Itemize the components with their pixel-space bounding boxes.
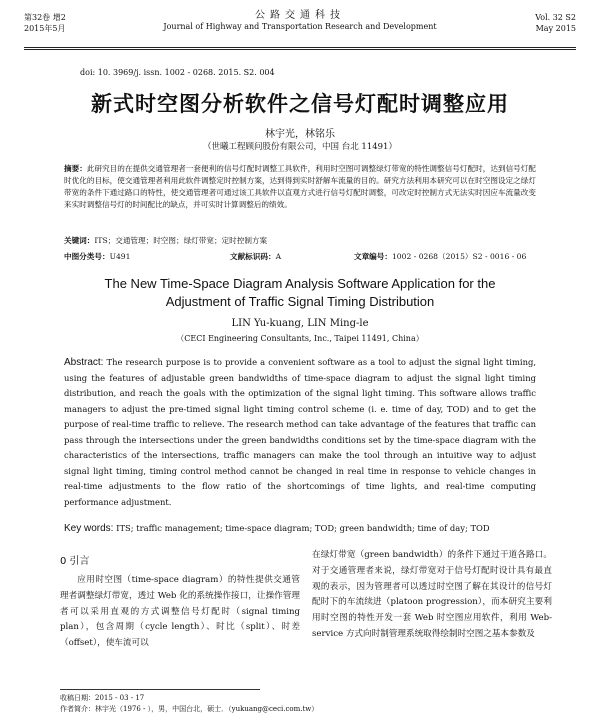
affiliation-english: （CECI Engineering Consultants, Inc., Taipei 11491, China） xyxy=(176,334,424,343)
header-issue: Vol. 32 S2 May 2015 xyxy=(535,13,576,33)
header-journal-name: 公路交通科技 Journal of Highway and Transportation Research and Development xyxy=(163,10,437,31)
header-rule xyxy=(24,47,576,48)
footnote-rule xyxy=(60,689,260,690)
footnote xyxy=(60,693,318,715)
document-code: 文献标识码：A xyxy=(230,252,282,261)
affiliation-chinese: （世曦工程顾问股份有限公司，中国 台北 11491） xyxy=(203,142,397,152)
section-heading-introduction: 0 引言 xyxy=(60,556,90,567)
classification-row xyxy=(64,251,536,263)
keywords-chinese-label: 关键词： xyxy=(64,236,95,245)
abstract-english xyxy=(64,355,536,510)
class-number: 中图分类号：U491 xyxy=(64,252,131,261)
title-chinese: 新式时空图分析软件之信号灯配时调整应用 xyxy=(91,92,509,116)
authors-english: LIN Yu-kuang, LIN Ming-le xyxy=(231,318,369,329)
title-english: The New Time-Space Diagram Analysis Software Application for the Adjustment of Traffic Signal Timing Distribution xyxy=(104,276,496,309)
keywords-english: Key words: ITS; traffic management; time-space diagram; TOD; green bandwidth; time of day; TOD xyxy=(64,523,490,534)
keywords-chinese: 关键词：ITS；交通管理；时空图；绿灯带宽；定时控制方案 xyxy=(64,236,268,245)
body-column-left: 应用时空图（time-space diagram）的特性提供交通管理者调整绿灯带宽，透过 Web 化的系统操作接口，让操作管理者可以采用直观的方式调整信号灯配时（signal timing plan），包含周期（cycle length）、时比（split）、时差（offset），使车流可以 xyxy=(60,575,300,649)
abstract-chinese xyxy=(64,163,536,211)
abstract-english-text: The research purpose is to provide a convenient software as a tool to adjust the signal light timing, using the features of adjustable green bandwidths of time-space diagram to adjust the signal light timing distribution, and reach the goals with the optimization of the signal light timing. This software allows traffic managers to adjust the pre-timed signal light timing control scheme (i. e. time of day, TOD) and to get the purpose of real-time traffic to relieve. The research method can take advantage of the features that traffic can pass through the intersections under the green bandwidths conditions set by the time-space diagram with the characteristics of the intersections, traffic managers can make the tool through an intuitive way to adjust signal light timing, timing control method cannot be changed in real time in response to vehicle changes in real-time adjustments to the flow ratio of the shortcomings of time lights, and real-time computing performance adjustment. xyxy=(64,357,536,507)
authors-chinese: 林宇光，林铭乐 xyxy=(265,129,335,140)
article-number: 文章编号：1002 - 0268（2015）S2 - 0016 - 06 xyxy=(354,252,527,261)
abstract-english-label: Abstract: xyxy=(64,357,104,368)
header-rule-thin xyxy=(24,49,576,50)
keywords-english-label: Key words: xyxy=(64,523,114,534)
header-volume: 第32卷 增2 2015年5月 xyxy=(24,13,66,33)
footnote-received: 收稿日期：2015 - 03 - 17 xyxy=(60,694,145,702)
journal-header xyxy=(24,8,576,48)
abstract-chinese-label: 摘要： xyxy=(64,164,87,173)
doi: doi: 10. 3969/j. issn. 1002 - 0268. 2015. S2. 004 xyxy=(80,68,275,77)
abstract-chinese-text: 此研究目的在提供交通管理者一套便利的信号灯配时调整工具软件，利用时空图可调整绿灯带宽的特性调整信号灯配时，达到信号灯配时优化的目标，使交通管理者利用此软件调整定时控制方案，达到得到实时舒解车流量的目的。研究方法利用本研究可以在时空图设定之绿灯带宽的条件下通过路口的特性，使交通管理者可通过该工具软件以直观方式进行信号灯配时调整，可改定时控制方式无法实时因应车流量改变来实时调整信号灯的时间配比的缺点，并可实时计算调整后的绩效。 xyxy=(64,164,536,209)
body-column-right: 在绿灯带宽（green bandwidth）的条件下通过干道各路口。对于交通管理者来说，绿灯带宽对于信号灯配时设计具有最直观的表示，因为管理者可以透过时空图了解在其设计的信号灯配时下的车流续进（platoon progression），而本研究主要利用时空图的特性开发一套 Web 时空图应用软件，利用 Web-service 方式向时制管理系统取得绘制时空图之基本参数及 xyxy=(312,550,552,639)
footnote-author: 作者简介：林宇光（1976 - ），男，中国台北，硕士．（yukuang@ceci.com.tw） xyxy=(60,705,319,713)
